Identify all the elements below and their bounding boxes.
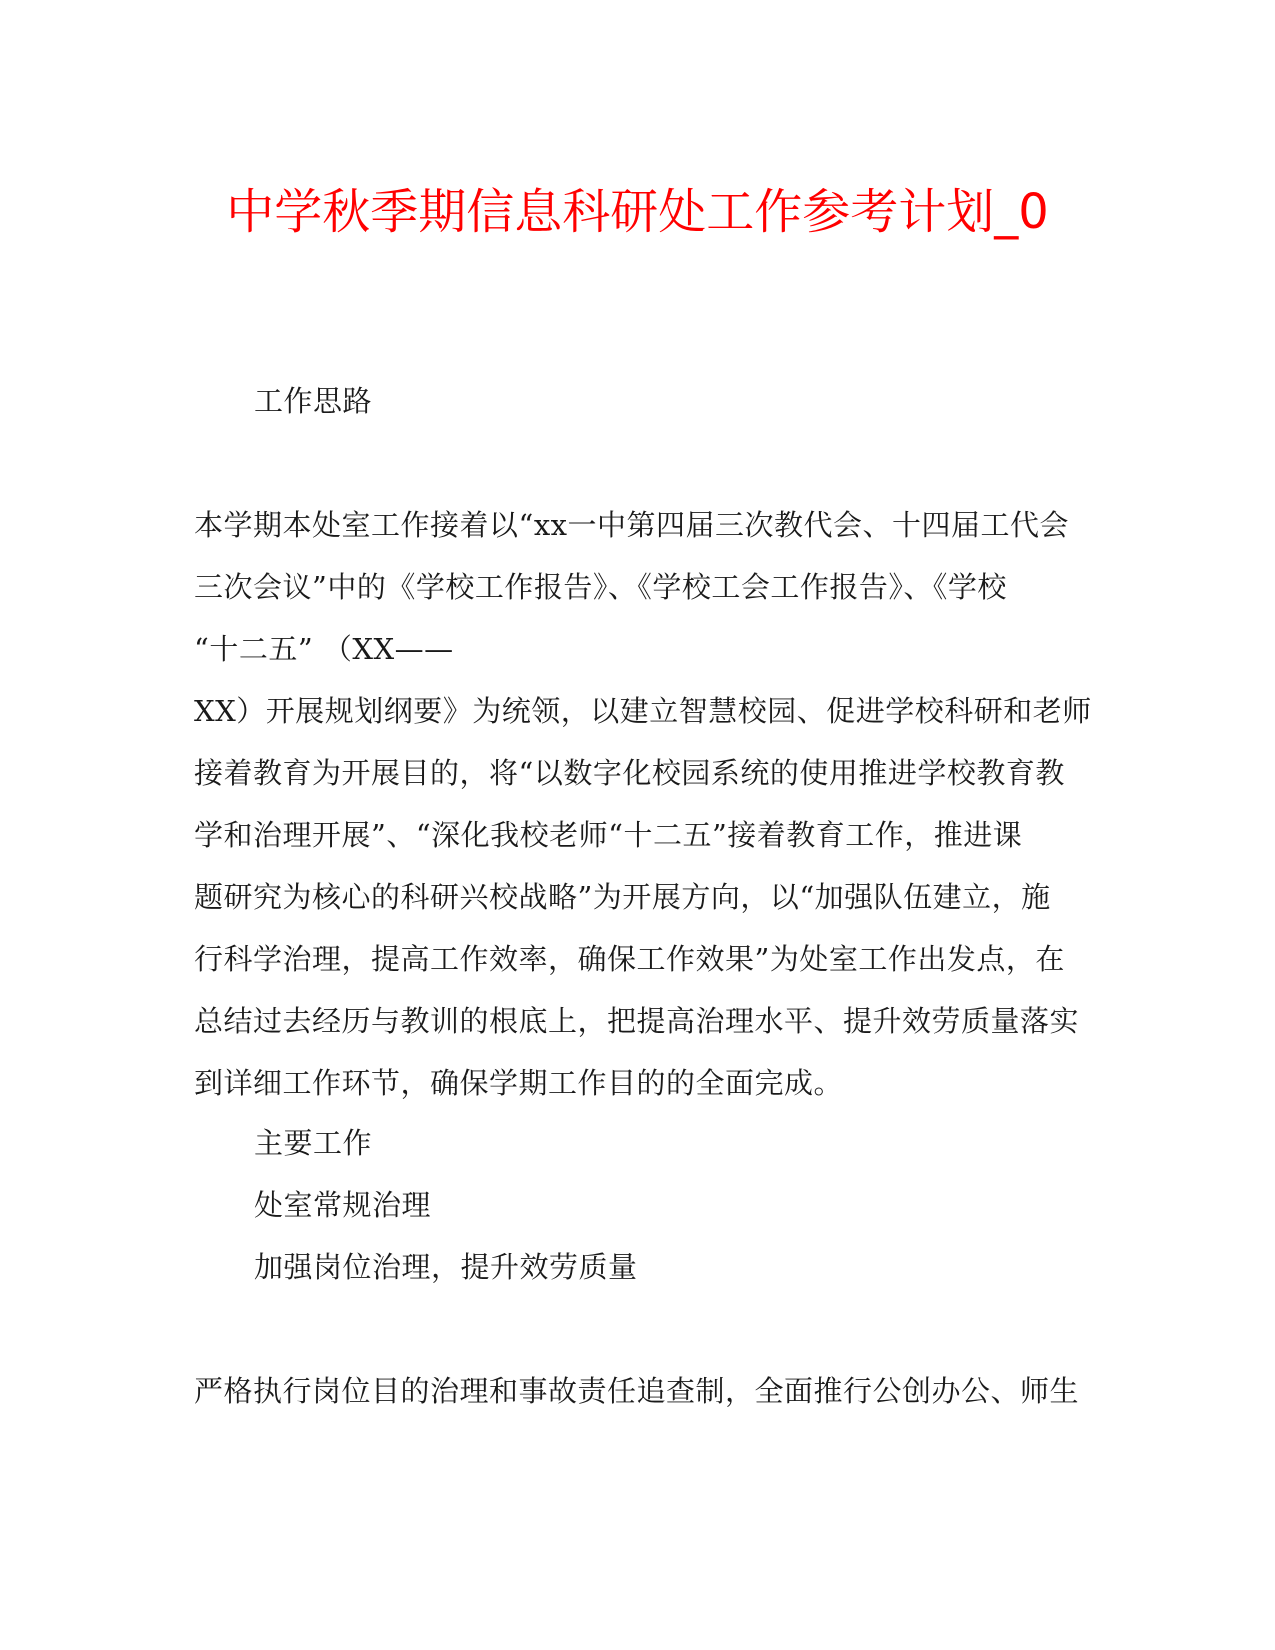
paragraph-line: 严格执行岗位目的治理和事故责任追查制，全面推行公创办公、师生 bbox=[194, 1374, 1080, 1408]
document-title: 中学秋季期信息科研处工作参考计划_0 bbox=[226, 184, 1049, 240]
paragraph-line: 接着教育为开展目的，将“以数字化校园系统的使用推进学校教育教 bbox=[194, 756, 1065, 790]
paragraph-line: 总结过去经历与教训的根底上，把提高治理水平、提升效劳质量落实 bbox=[194, 1004, 1080, 1038]
paragraph-line: 行科学治理，提高工作效率，确保工作效果”为处室工作出发点，在 bbox=[194, 942, 1065, 976]
paragraph-line: 题研究为核心的科研兴校战略”为开展方向，以“加强队伍建立，施 bbox=[194, 880, 1051, 914]
paragraph-line: 到详细工作环节，确保学期工作目的的全面完成。 bbox=[194, 1066, 844, 1100]
paragraph-line: “十二五” （XX—— bbox=[194, 632, 454, 666]
heading-office-routine: 处室常规治理 bbox=[254, 1188, 432, 1222]
heading-main-work: 主要工作 bbox=[254, 1126, 373, 1160]
paragraph-line: 本学期本处室工作接着以“xx一中第四届三次教代会、十四届工代会 bbox=[194, 508, 1070, 542]
paragraph-line: XX）开展规划纲要》为统领，以建立智慧校园、促进学校科研和老师 bbox=[194, 694, 1092, 728]
paragraph-line: 学和治理开展”、“深化我校老师“十二五”接着教育工作，推进课 bbox=[194, 818, 1023, 852]
heading-work-idea: 工作思路 bbox=[254, 384, 373, 418]
paragraph-line: 三次会议”中的《学校工作报告》、《学校工会工作报告》、《学校 bbox=[194, 570, 1007, 604]
heading-post-management: 加强岗位治理，提升效劳质量 bbox=[254, 1250, 638, 1284]
